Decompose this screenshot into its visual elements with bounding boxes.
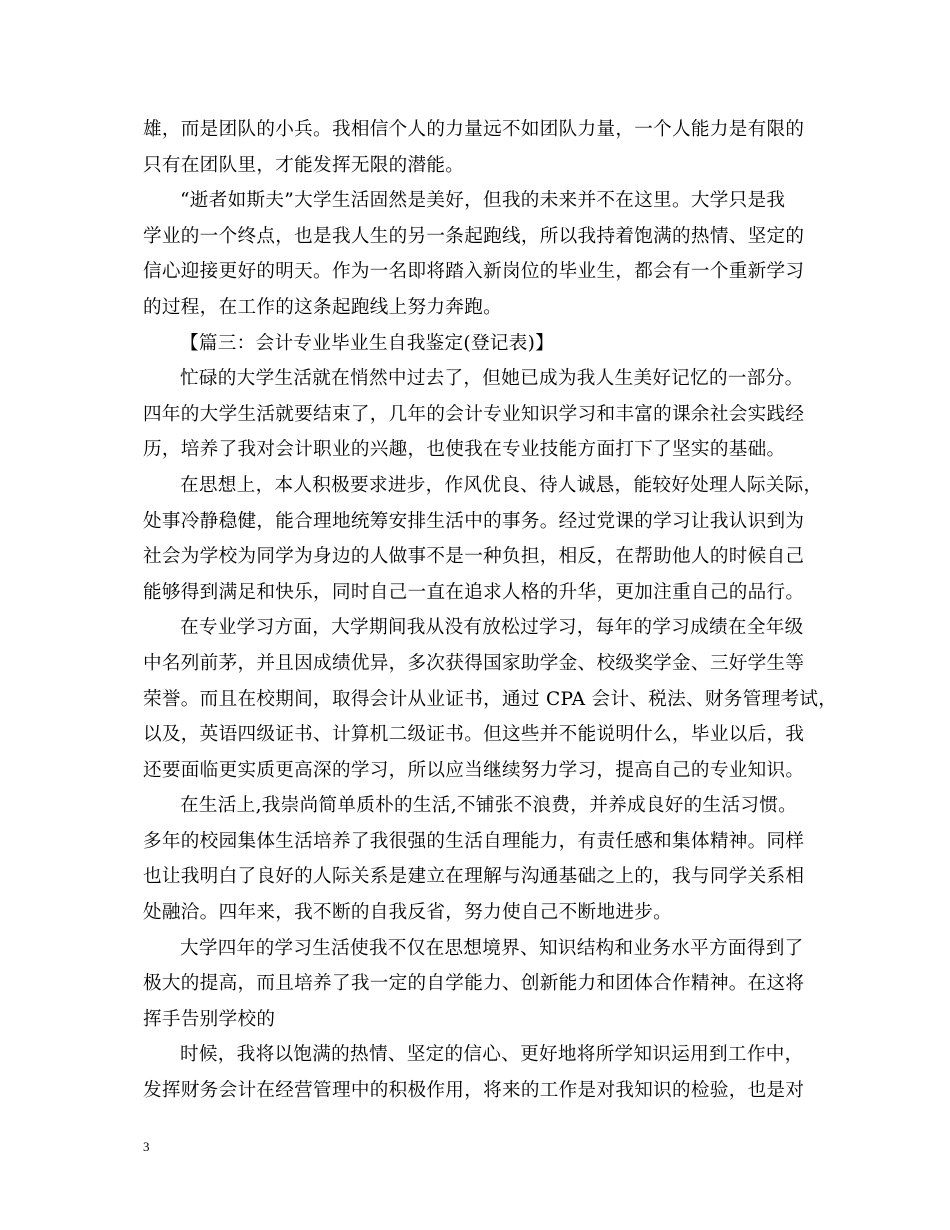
text-line: 时候，我将以饱满的热情、坚定的信心、更好地将所学知识运用到工作中， xyxy=(180,1044,804,1066)
text-line: 在思想上，本人积极要求进步，作风优良、待人诚恳，能较好处理人际关际， xyxy=(180,474,823,496)
text-line: 社会为学校为同学为身边的人做事不是一种负担，相反，在帮助他人的时候自己 xyxy=(143,546,805,568)
text-line: 还要面临更实质更高深的学习，所以应当继续努力学习，提高自己的专业知识。 xyxy=(143,759,805,781)
text-line: 历，培养了我对会计职业的兴趣，也使我在专业技能方面打下了坚实的基础。 xyxy=(143,439,786,461)
text-line: 信心迎接更好的明天。作为一名即将踏入新岗位的毕业生，都会有一个重新学习 xyxy=(143,261,805,283)
text-line: 也让我明白了良好的人际关系是建立在理解与沟通基础之上的，我与同学关系相 xyxy=(143,866,805,888)
text-line: 雄，而是团队的小兵。我相信个人的力量远不如团队力量，一个人能力是有限的 xyxy=(143,119,805,140)
text-line: “逝者如斯夫”大学生活固然是美好，但我的未来并不在这里。大学只是我 xyxy=(180,190,786,212)
text-line: 的过程，在工作的这条起跑线上努力奔跑。 xyxy=(143,296,502,318)
page-number: 3 xyxy=(143,1139,150,1154)
document-body xyxy=(143,112,838,1109)
section-heading: 【篇三：会计专业毕业生自我鉴定(登记表)】 xyxy=(180,332,555,354)
text-line: 在专业学习方面，大学期间我从没有放松过学习，每年的学习成绩在全年级 xyxy=(180,617,804,639)
text-line: 只有在团队里，才能发挥无限的潜能。 xyxy=(143,154,465,176)
text-line: 以及，英语四级证书、计算机二级证书。但这些并不能说明什么，毕业以后，我 xyxy=(143,724,805,746)
text-line: 忙碌的大学生活就在悄然中过去了，但她已成为我人生美好记忆的一部分。 xyxy=(180,368,804,390)
text-line: 挥手告别学校的 xyxy=(143,1008,276,1030)
text-line: 发挥财务会计在经营管理中的积极作用，将来的工作是对我知识的检验，也是对 xyxy=(143,1080,805,1102)
text-line: 大学四年的学习生活使我不仅在思想境界、知识结构和业务水平方面得到了 xyxy=(180,937,804,959)
text-line: 能够得到满足和快乐，同时自己一直在追求人格的升华，更加注重自己的品行。 xyxy=(143,581,805,603)
text-line: 中名列前茅，并且因成绩优异，多次获得国家助学金、校级奖学金、三好学生等 xyxy=(143,652,805,674)
text-line: 处事冷静稳健，能合理地统筹安排生活中的事务。经过党课的学习让我认识到为 xyxy=(143,510,805,532)
text-line: 处融洽。四年来，我不断的自我反省，努力使自己不断地进步。 xyxy=(143,902,673,924)
text-line: 在生活上,我崇尚简单质朴的生活,不铺张不浪费，并养成良好的生活习惯。 xyxy=(180,795,798,817)
text-line: 极大的提高，而且培养了我一定的自学能力、创新能力和团体合作精神。在这将 xyxy=(143,973,805,995)
text-line: 多年的校园集体生活培养了我很强的生活自理能力，有责任感和集体精神。同样 xyxy=(143,830,805,852)
text-line: 荣誉。而且在校期间，取得会计从业证书，通过 CPA 会计、税法、财务管理考试， xyxy=(143,688,838,710)
text-line: 学业的一个终点，也是我人生的另一条起跑线，所以我持着饱满的热情、坚定的 xyxy=(143,225,805,247)
text-line: 四年的大学生活就要结束了，几年的会计专业知识学习和丰富的课余社会实践经 xyxy=(143,403,805,425)
